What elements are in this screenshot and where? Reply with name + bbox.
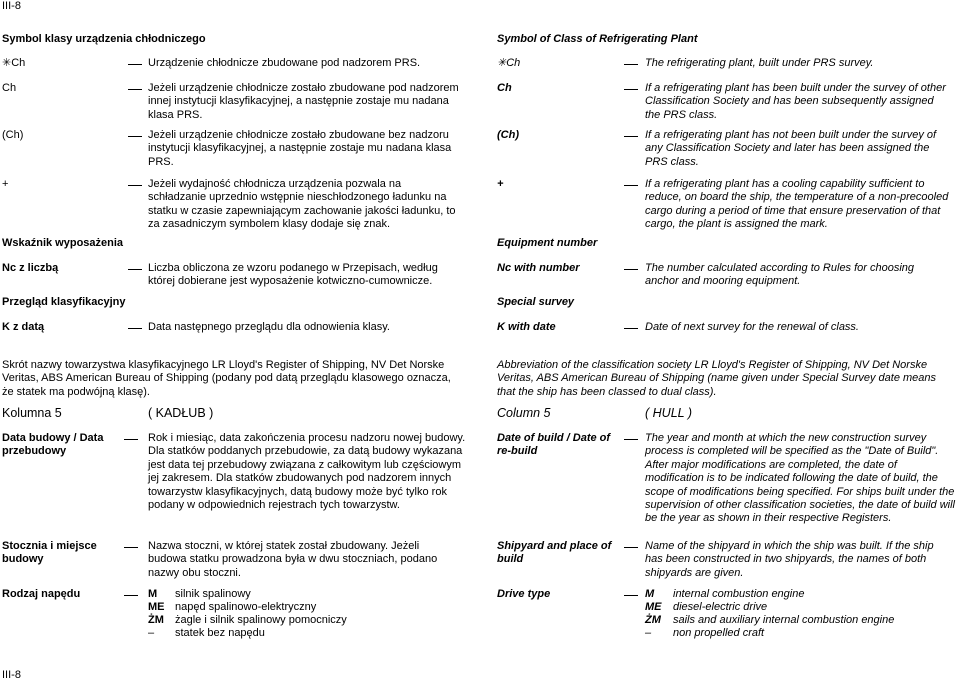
pl-drive-term: Rodzaj napędu — [2, 588, 81, 600]
pl-equipment-text: Liczba obliczona ze wzoru podanego w Przepisach, według której dobierane jest wyposażenie kotwiczno-cumownicze. — [148, 262, 438, 288]
en-symbols-title: Symbol of Class of Refrigerating Plant — [497, 33, 698, 45]
en-survey-title: Special survey — [497, 296, 575, 308]
en-symbol-3: (Ch) — [497, 129, 519, 141]
en-survey-term: K with date — [497, 321, 556, 333]
pl-survey-text: Data następnego przeglądu dla odnowienia klasy. — [148, 321, 390, 333]
pl-shipyard-term: Stocznia i miejsce budowy — [2, 540, 97, 566]
en-symbol-4: + — [497, 178, 504, 190]
dash — [624, 185, 638, 186]
pl-equipment-title: Wskaźnik wyposażenia — [2, 237, 124, 249]
dash — [624, 136, 638, 137]
dash — [128, 89, 142, 90]
en-column-label: Column 5 — [497, 406, 551, 420]
en-symbol-1-text: The refrigerating plant, built under PRS survey. — [645, 57, 874, 69]
en-drive-code-3: ŻM — [645, 614, 661, 626]
en-shipyard-text: Name of the shipyard in which the ship was built. If the ship has been constructed in two shipyards, the names of both shipyards are given. — [645, 540, 934, 579]
pl-drive-code-3: ŻM — [148, 614, 164, 626]
dash — [624, 439, 638, 440]
pl-symbol-1: ✳Ch — [2, 57, 26, 69]
pl-drive-text-4: statek bez napędu — [175, 627, 265, 639]
en-drive-text-4: non propelled craft — [673, 627, 765, 639]
pl-drive-code-1: M — [148, 588, 158, 600]
en-drive-text-2: diesel-electric drive — [673, 601, 768, 613]
pl-shipyard-text: Nazwa stoczni, w której statek został zbudowany. Jeżeli budowa statku prowadzona była w dwu stoczniach, podano nazwy obu stoczni. — [148, 540, 438, 579]
dash — [624, 595, 638, 596]
dash — [128, 64, 142, 65]
pl-survey-term: K z datą — [2, 321, 45, 333]
dash — [624, 547, 638, 548]
pl-survey-title: Przegląd klasyfikacyjny — [2, 296, 126, 308]
dash — [624, 64, 638, 65]
pl-column-label: Kolumna 5 — [2, 406, 62, 420]
dash — [124, 439, 138, 440]
dash — [128, 328, 142, 329]
page-label-top: III-8 — [2, 0, 21, 12]
en-drive-text-3: sails and auxiliary internal combustion engine — [673, 614, 895, 626]
pl-drive-text-3: żagle i silnik spalinowy pomocniczy — [175, 614, 347, 626]
dash — [128, 185, 142, 186]
pl-drive-code-2: ME — [148, 601, 165, 613]
en-drive-code-1: M — [645, 588, 655, 600]
en-column-name: ( HULL ) — [645, 406, 693, 420]
dash — [624, 89, 638, 90]
dash — [128, 136, 142, 137]
en-build-text: The year and month at which the new construction survey process is completed will be specified as the "Date of Build". After major modifications are completed, the date of modification is to be indicated following the date of build, the scope of modifications being specified. For ships built under the supervision of other classification societies, the date of build will be the year as shown in their respective Registers. — [645, 432, 955, 525]
pl-symbols-title: Symbol klasy urządzenia chłodniczego — [2, 33, 206, 45]
dash — [624, 269, 638, 270]
en-symbol-2-text: If a refrigerating plant has been built under the survey of other Classification Society and has been subsequently assigned the PRS class. — [645, 82, 946, 121]
pl-drive-text-1: silnik spalinowy — [175, 588, 251, 600]
en-equipment-title: Equipment number — [497, 237, 598, 249]
pl-abbreviation: Skrót nazwy towarzystwa klasyfikacyjnego LR Lloyd's Register of Shipping, NV Det Norske Veritas, ABS American Bureau of Shipping (podany pod datą przeglądu klasowego oznacza, że statek ma podwójną klasę). — [2, 359, 451, 398]
dash — [128, 269, 142, 270]
en-equipment-text: The number calculated according to Rules for choosing anchor and mooring equipment. — [645, 262, 915, 288]
pl-symbol-4-text: Jeżeli wydajność chłodnicza urządzenia pozwala na schładzanie uprzednio wstępnie nieschłodzonego ładunku na statku w czasie zapewniającym zachowanie jakości ładunku, to za zasadniczym symbolem klasy dodaje się znak. — [148, 178, 456, 231]
pl-symbol-2: Ch — [2, 82, 17, 94]
pl-column-name: ( KADŁUB ) — [148, 406, 214, 420]
dash — [124, 547, 138, 548]
pl-symbol-4: + — [2, 178, 9, 190]
en-survey-text: Date of next survey for the renewal of class. — [645, 321, 859, 333]
en-symbol-2: Ch — [497, 82, 512, 94]
pl-drive-code-4: – — [148, 627, 155, 639]
pl-symbol-3: (Ch) — [2, 129, 24, 141]
pl-symbol-2-text: Jeżeli urządzenie chłodnicze zostało zbudowane pod nadzorem innej instytucji klasyfikacyjnej, a następnie zostaje mu nadana klasa PRS. — [148, 82, 459, 121]
en-drive-text-1: internal combustion engine — [673, 588, 805, 600]
en-symbol-4-text: If a refrigerating plant has a cooling capability sufficient to reduce, on board the ship, the temperature of a non-precooled cargo during a period of time that ensure preservation of that cargo, the plant is assigned the mark. — [645, 178, 949, 231]
dash — [624, 328, 638, 329]
en-drive-term: Drive type — [497, 588, 551, 600]
pl-equipment-term: Nc z liczbą — [2, 262, 59, 274]
page-label-bottom: III-8 — [2, 669, 21, 681]
pl-build-term: Data budowy / Data przebudowy — [2, 432, 104, 458]
pl-symbol-3-text: Jeżeli urządzenie chłodnicze zostało zbudowane bez nadzoru instytucji klasyfikacyjnej, a następnie zostaje mu nadana klasa PRS. — [148, 129, 452, 168]
en-symbol-3-text: If a refrigerating plant has not been built under the survey of any Classification Society and later has been assigned the PRS class. — [645, 129, 937, 168]
pl-symbol-1-text: Urządzenie chłodnicze zbudowane pod nadzorem PRS. — [148, 57, 421, 69]
en-drive-code-2: ME — [645, 601, 662, 613]
en-abbreviation: Abbreviation of the classification society LR Lloyd's Register of Shipping, NV Det Norske Veritas, ABS American Bureau of Shipping (name given under Special Survey date means that the ship has been classed to dual class). — [497, 359, 937, 398]
en-build-term: Date of build / Date of re-build — [497, 432, 611, 458]
en-symbol-1: ✳Ch — [497, 57, 521, 69]
en-equipment-term: Nc with number — [497, 262, 580, 274]
pl-drive-text-2: napęd spalinowo-elektryczny — [175, 601, 317, 613]
en-shipyard-term: Shipyard and place of build — [497, 540, 612, 566]
en-drive-code-4: – — [645, 627, 652, 639]
dash — [124, 595, 138, 596]
pl-build-text: Rok i miesiąc, data zakończenia procesu nadzoru nowej budowy. Dla statków poddanych przebudowie, za datą budowy wykazana jest data tej przebudowy związana z całkowitym lub częściowym jej zakresem. Dla statków zbudowanych pod nadzorem innych towarzystw klasyfikacyjnych, datą budowy może być tylko rok podany w odpowiednich rejestrach tych towarzystw. — [148, 432, 466, 512]
